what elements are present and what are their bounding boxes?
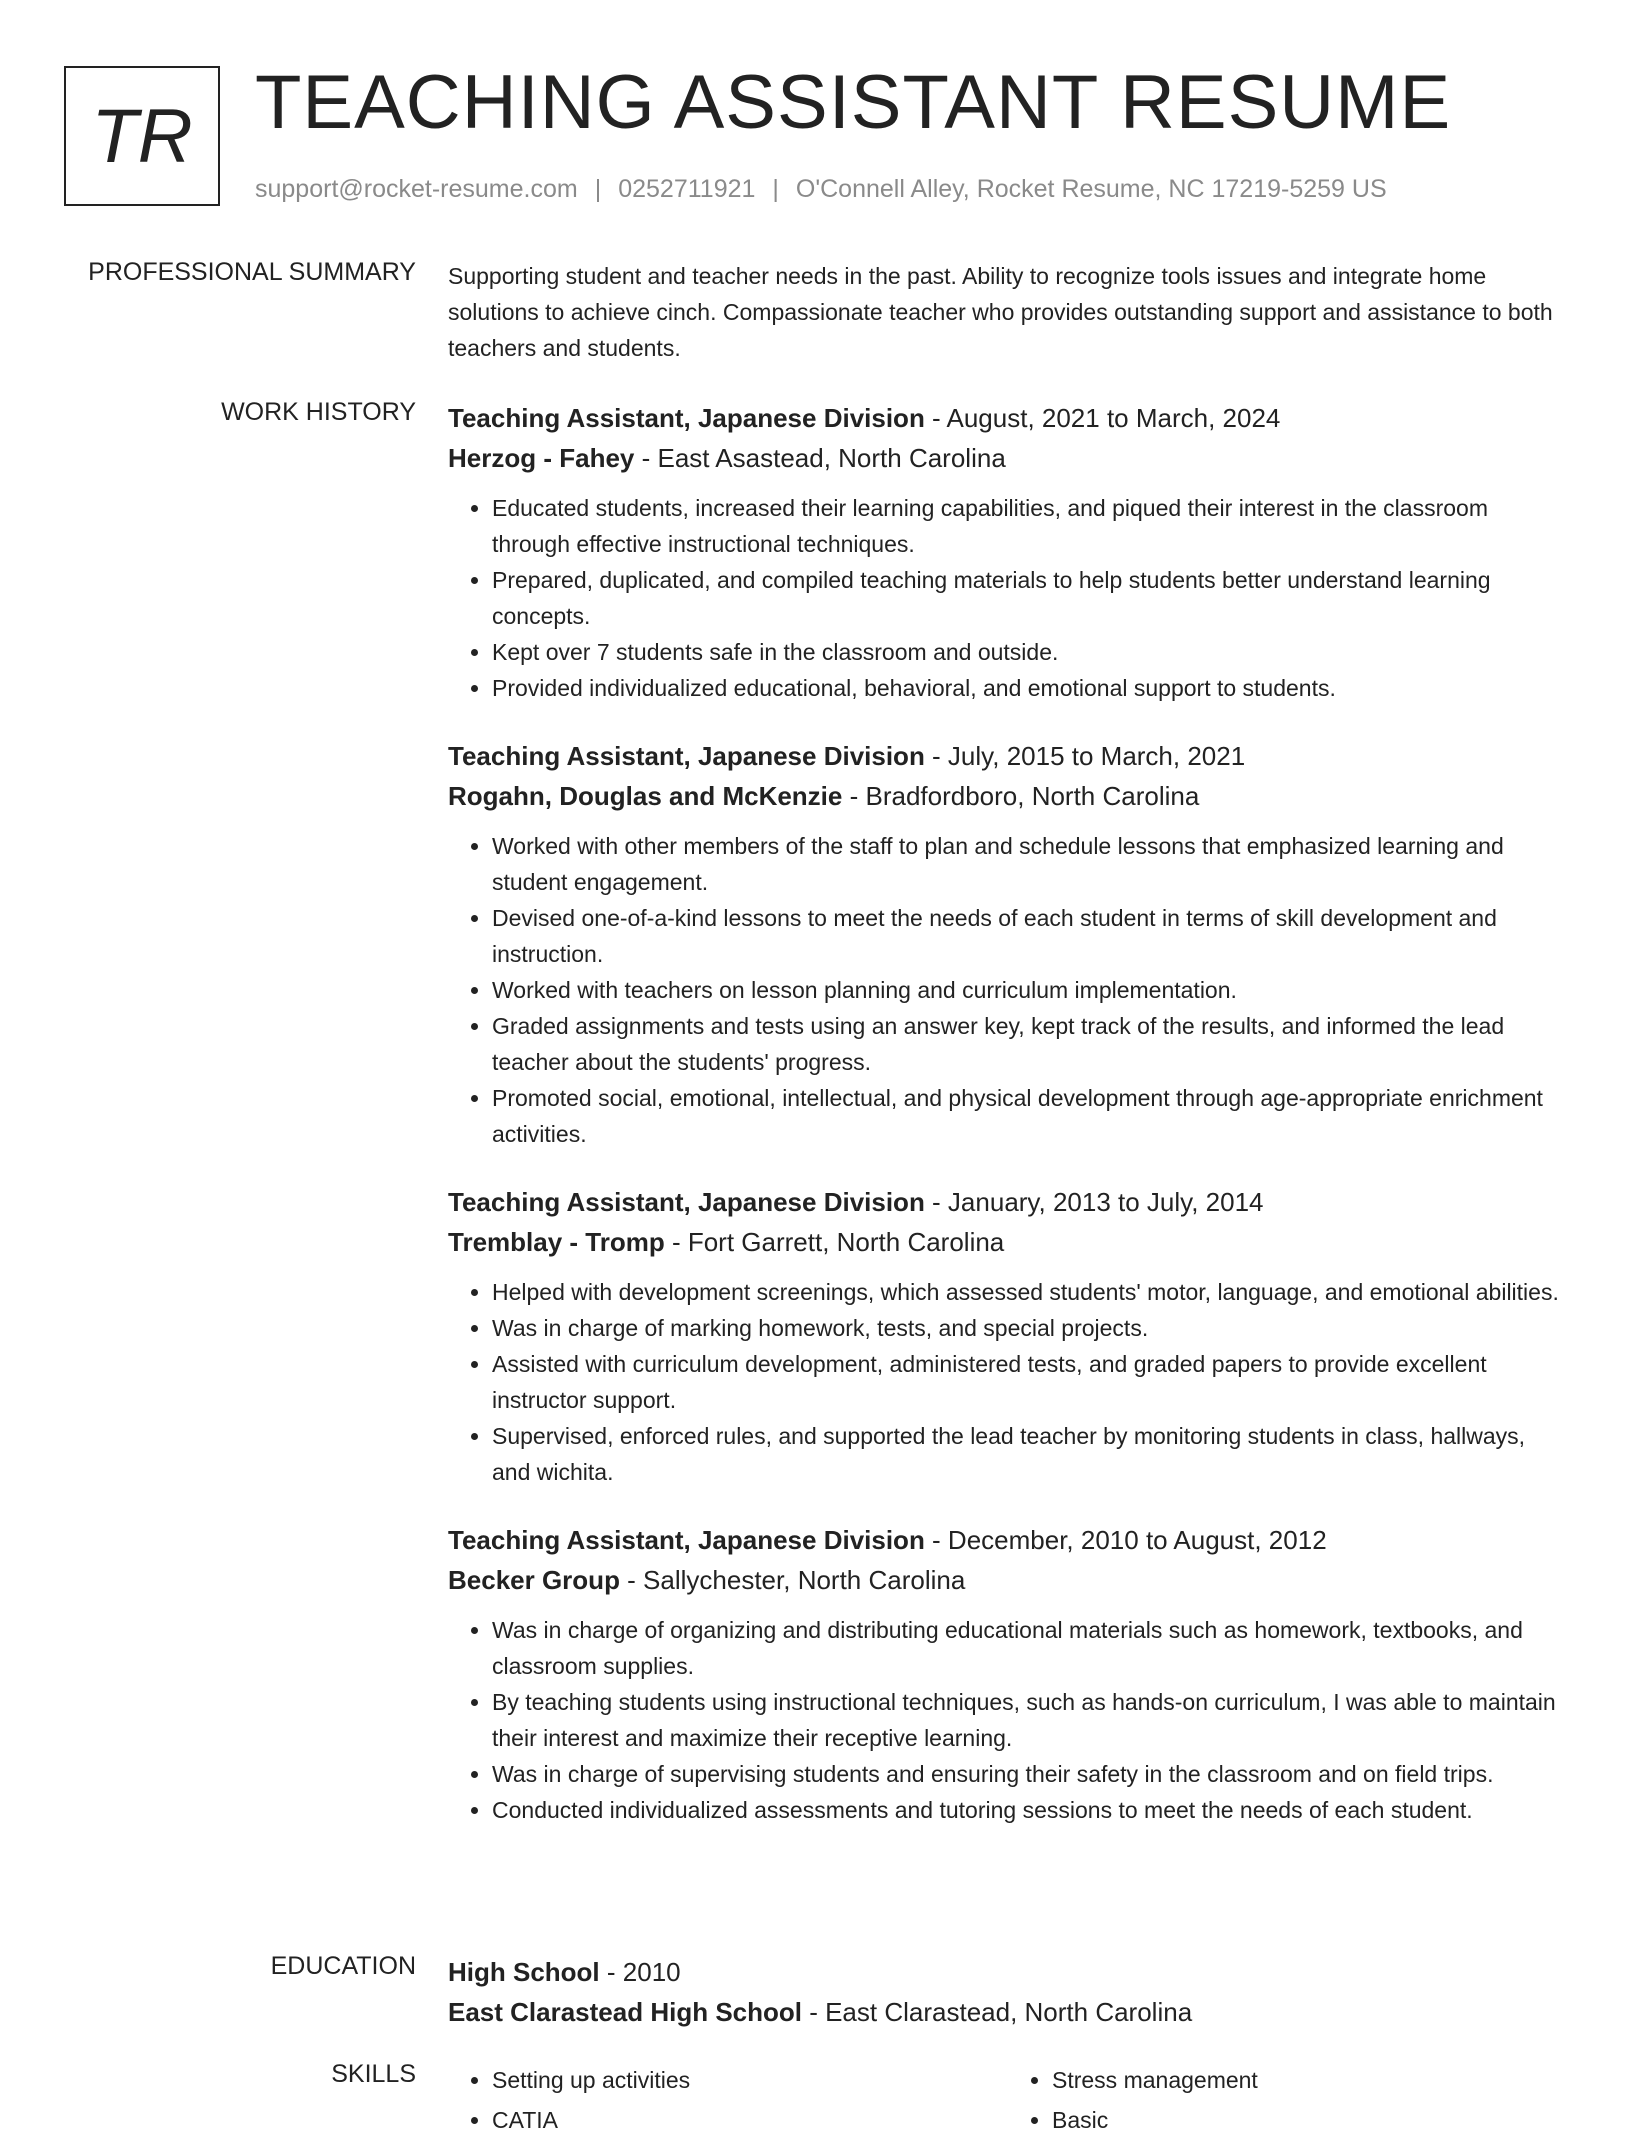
job-title: Teaching Assistant, Japanese Division — [448, 403, 925, 433]
education-degree-line — [448, 1952, 1568, 1992]
education-year: - 2010 — [599, 1957, 681, 1987]
job-dates: - July, 2015 to March, 2021 — [924, 741, 1246, 771]
work-history-label: WORK HISTORY — [221, 398, 416, 426]
job-location: - East Asastead, North Carolina — [634, 443, 1006, 473]
skills-label: SKILLS — [331, 2060, 416, 2088]
resume-title: TEACHING ASSISTANT RESUME — [255, 60, 1452, 145]
skill-item: • Setting up activities — [492, 2060, 1008, 2100]
contact-separator: | — [772, 175, 779, 203]
job-bullet: • Was in charge of organizing and distributing educational materials such as homework, textbooks, and classroom supplies. — [492, 1612, 1568, 1684]
skill-item: • CATIA — [492, 2100, 1008, 2140]
job-bullet: • Provided individualized educational, behavioral, and emotional support to students. — [492, 670, 1568, 706]
job-bullet: • Prepared, duplicated, and compiled teaching materials to help students better understand learning concepts. — [492, 562, 1568, 634]
education-label: EDUCATION — [270, 1952, 416, 1980]
education-location: - East Clarastead, North Carolina — [801, 1997, 1193, 2027]
job-bullet: • Kept over 7 students safe in the classroom and outside. — [492, 634, 1568, 670]
skills-right-column — [1008, 2060, 1568, 2140]
job-dates: - December, 2010 to August, 2012 — [924, 1525, 1327, 1555]
job-company-line — [448, 438, 1568, 478]
job-bullet: • Conducted individualized assessments and tutoring sessions to meet the needs of each student. — [492, 1792, 1568, 1828]
job-entry — [448, 736, 1568, 1152]
job-company: Tremblay - Tromp — [448, 1227, 665, 1257]
job-title-line — [448, 736, 1568, 776]
job-bullet: • Worked with teachers on lesson planning and curriculum implementation. — [492, 972, 1568, 1008]
job-entry — [448, 1520, 1568, 1828]
job-bullet: • Helped with development screenings, which assessed students' motor, language, and emotional abilities. — [492, 1274, 1568, 1310]
job-title-line — [448, 398, 1568, 438]
education-school: East Clarastead High School — [448, 1997, 802, 2027]
job-bullet: • Worked with other members of the staff to plan and schedule lessons that emphasized learning and student engagement. — [492, 828, 1568, 900]
job-dates: - August, 2021 to March, 2024 — [924, 403, 1281, 433]
job-bullet: • Devised one-of-a-kind lessons to meet the needs of each student in terms of skill development and instruction. — [492, 900, 1568, 972]
job-bullet: • Promoted social, emotional, intellectual, and physical development through age-appropriate enrichment activities. — [492, 1080, 1568, 1152]
contact-email: support@rocket-resume.com — [255, 175, 578, 203]
job-bullets — [448, 1612, 1568, 1828]
job-bullet: • By teaching students using instructional techniques, such as hands-on curriculum, I was able to maintain their interest and maximize their receptive learning. — [492, 1684, 1568, 1756]
job-company: Rogahn, Douglas and McKenzie — [448, 781, 843, 811]
monogram: TR — [64, 66, 220, 206]
job-entry — [448, 398, 1568, 706]
skill-item: • Stress management — [1052, 2060, 1568, 2100]
summary-text: Supporting student and teacher needs in the past. Ability to recognize tools issues and integrate home solutions to achieve cinch. Compassionate teacher who provides outstanding support and assistance to both teachers and students. — [448, 263, 1553, 361]
skills-left-column — [448, 2060, 1008, 2140]
job-company-line — [448, 1560, 1568, 1600]
job-dates: - January, 2013 to July, 2014 — [924, 1187, 1264, 1217]
job-location: - Fort Garrett, North Carolina — [664, 1227, 1005, 1257]
job-title-line — [448, 1182, 1568, 1222]
job-bullet: • Was in charge of marking homework, tests, and special projects. — [492, 1310, 1568, 1346]
job-bullets — [448, 1274, 1568, 1490]
job-company-line — [448, 776, 1568, 816]
job-list — [448, 398, 1568, 1858]
job-bullets — [448, 490, 1568, 706]
job-bullets — [448, 828, 1568, 1152]
summary-label: PROFESSIONAL SUMMARY — [88, 258, 416, 286]
job-location: - Sallychester, North Carolina — [619, 1565, 966, 1595]
contact-phone: 0252711921 — [618, 175, 756, 203]
job-title: Teaching Assistant, Japanese Division — [448, 1525, 925, 1555]
job-company: Becker Group — [448, 1565, 620, 1595]
job-title: Teaching Assistant, Japanese Division — [448, 741, 925, 771]
job-bullet: • Graded assignments and tests using an answer key, kept track of the results, and informed the lead teacher about the students' progress. — [492, 1008, 1568, 1080]
job-title: Teaching Assistant, Japanese Division — [448, 1187, 925, 1217]
job-company: Herzog - Fahey — [448, 443, 635, 473]
job-company-line — [448, 1222, 1568, 1262]
job-bullet: • Educated students, increased their learning capabilities, and piqued their interest in the classroom through effective instructional techniques. — [492, 490, 1568, 562]
job-entry — [448, 1182, 1568, 1490]
contact-line — [255, 175, 1387, 204]
job-location: - Bradfordboro, North Carolina — [842, 781, 1200, 811]
contact-separator: | — [594, 175, 602, 203]
skill-item: • Basic — [1052, 2100, 1568, 2140]
job-bullet: • Assisted with curriculum development, administered tests, and graded papers to provide excellent instructor support. — [492, 1346, 1568, 1418]
education-degree: High School — [448, 1957, 600, 1987]
job-title-line — [448, 1520, 1568, 1560]
contact-address: O'Connell Alley, Rocket Resume, NC 17219-5259 US — [795, 175, 1387, 203]
education-school-line — [448, 1992, 1568, 2032]
job-bullet: • Supervised, enforced rules, and supported the lead teacher by monitoring students in class, hallways, and wichita. — [492, 1418, 1568, 1490]
job-bullet: • Was in charge of supervising students and ensuring their safety in the classroom and on field trips. — [492, 1756, 1568, 1792]
